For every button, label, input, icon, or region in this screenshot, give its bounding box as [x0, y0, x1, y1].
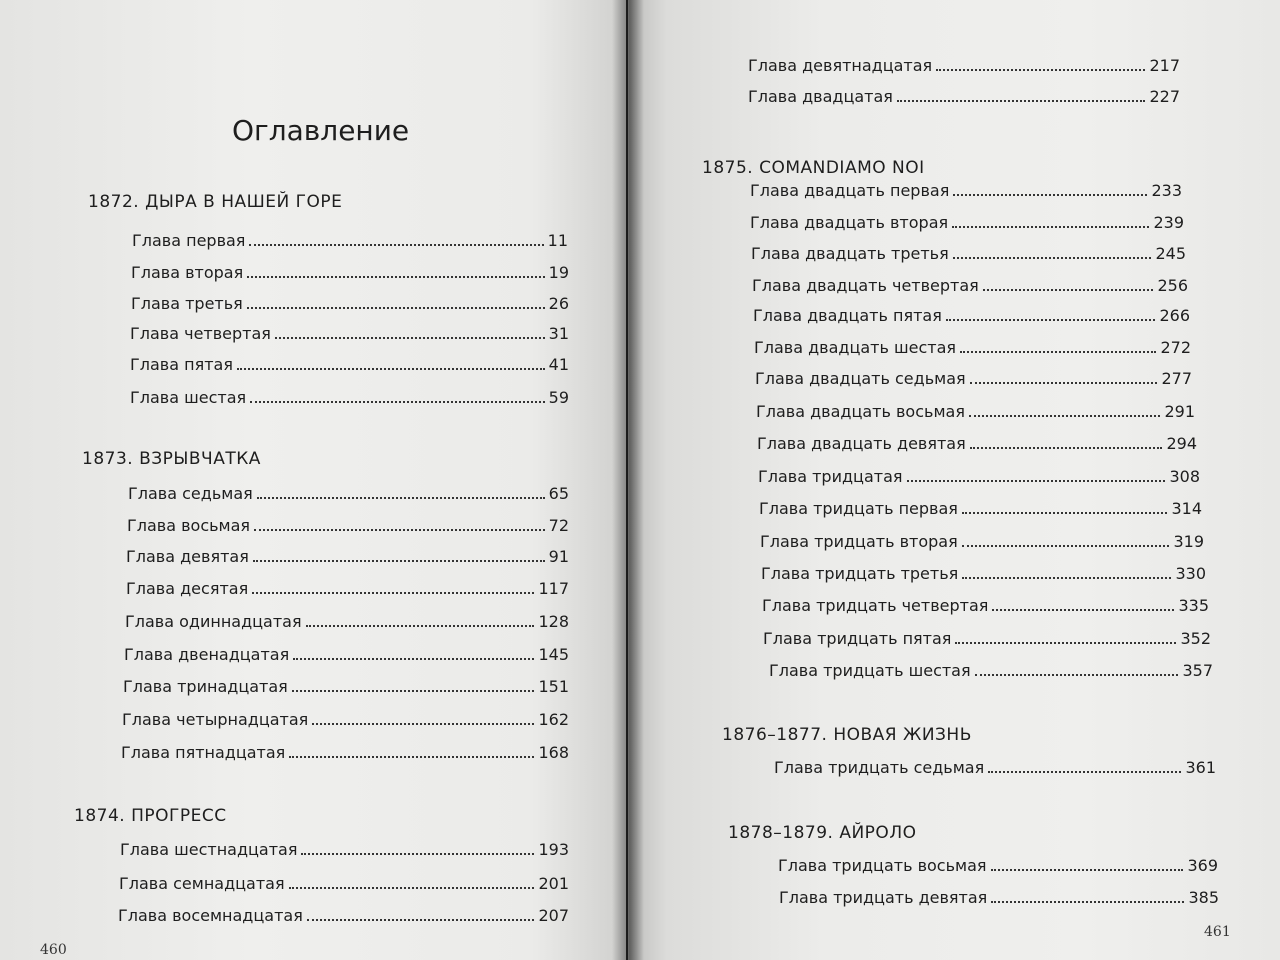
- leader-dots: [975, 674, 1179, 676]
- toc-entry: [130, 355, 569, 374]
- leader-dots: [289, 887, 535, 889]
- toc-entry: [759, 499, 1202, 518]
- toc-entry: [126, 547, 569, 566]
- entry-label: Глава двадцать первая: [750, 181, 950, 200]
- entry-label: Глава вторая: [131, 263, 244, 282]
- leader-dots: [897, 100, 1146, 102]
- entry-page: 19: [548, 263, 569, 282]
- entry-label: Глава двадцать седьмая: [755, 369, 966, 388]
- entry-page: 352: [1180, 629, 1211, 648]
- entry-label: Глава девятнадцатая: [748, 56, 933, 75]
- entry-label: Глава одиннадцатая: [125, 612, 302, 631]
- leader-dots: [988, 771, 1181, 773]
- entry-label: Глава четвертая: [130, 324, 271, 343]
- entry-page: 65: [548, 484, 569, 503]
- leader-dots: [250, 401, 545, 403]
- section-title: 1875. COMANDIAMO NOI: [702, 158, 925, 178]
- toc-entry: [755, 369, 1192, 388]
- entry-page: 277: [1161, 369, 1192, 388]
- entry-page: 385: [1188, 888, 1219, 907]
- leader-dots: [249, 244, 543, 246]
- entry-label: Глава шестая: [130, 388, 247, 407]
- leader-dots: [247, 307, 545, 309]
- page-number: 460: [40, 942, 67, 958]
- toc-entry: [130, 388, 569, 407]
- entry-label: Глава двадцать девятая: [757, 434, 966, 453]
- entry-page: 128: [538, 612, 569, 631]
- toc-entry: [119, 874, 569, 893]
- entry-label: Глава двадцать четвертая: [752, 276, 979, 295]
- leader-dots: [292, 690, 535, 692]
- entry-page: 91: [548, 547, 569, 566]
- entry-label: Глава третья: [131, 294, 243, 313]
- entry-page: 217: [1149, 56, 1180, 75]
- leader-dots: [252, 592, 534, 594]
- toc-entry: [763, 629, 1211, 648]
- leader-dots: [289, 756, 534, 758]
- section-title: 1876–1877. НОВАЯ ЖИЗНЬ: [722, 725, 972, 745]
- leader-dots: [960, 351, 1156, 353]
- toc-entry: [750, 213, 1184, 232]
- toc-entry: [125, 612, 569, 631]
- entry-page: 294: [1166, 434, 1197, 453]
- entry-label: Глава пятая: [130, 355, 233, 374]
- section-title: 1872. ДЫРА В НАШЕЙ ГОРЕ: [88, 192, 343, 212]
- entry-label: Глава тридцать шестая: [769, 661, 971, 680]
- leader-dots: [992, 609, 1174, 611]
- entry-label: Глава тридцать третья: [761, 564, 959, 583]
- entry-page: 330: [1175, 564, 1206, 583]
- toc-entry: [123, 677, 569, 696]
- toc-entry: [779, 888, 1219, 907]
- entry-page: 239: [1153, 213, 1184, 232]
- leader-dots: [962, 577, 1171, 579]
- section-title: 1878–1879. АЙРОЛО: [728, 823, 917, 843]
- toc-entry: [761, 564, 1206, 583]
- toc-entry: [124, 645, 569, 664]
- entry-label: Глава шестнадцатая: [120, 840, 298, 859]
- entry-page: 256: [1157, 276, 1188, 295]
- entry-page: 11: [547, 231, 568, 250]
- entry-page: 26: [548, 294, 569, 313]
- leader-dots: [301, 853, 534, 855]
- entry-label: Глава тридцать вторая: [760, 532, 958, 551]
- entry-page: 291: [1164, 402, 1195, 421]
- toc-entry: [748, 87, 1180, 106]
- toc-entry: [131, 294, 569, 313]
- entry-label: Глава первая: [132, 231, 246, 250]
- entry-label: Глава девятая: [126, 547, 249, 566]
- entry-page: 266: [1159, 306, 1190, 325]
- entry-label: Глава седьмая: [128, 484, 253, 503]
- entry-label: Глава двадцать третья: [751, 244, 949, 263]
- toc-entry: [752, 276, 1188, 295]
- entry-page: 162: [538, 710, 569, 729]
- toc-entry: [778, 856, 1218, 875]
- leader-dots: [952, 226, 1149, 228]
- entry-page: 72: [548, 516, 569, 535]
- toc-entry: [132, 231, 568, 250]
- toc-entry: [758, 467, 1200, 486]
- entry-label: Глава тридцать первая: [759, 499, 958, 518]
- leader-dots: [237, 368, 545, 370]
- toc-entry: [127, 516, 569, 535]
- entry-label: Глава тридцать пятая: [763, 629, 952, 648]
- entry-label: Глава тридцать седьмая: [774, 758, 985, 777]
- leader-dots: [257, 497, 545, 499]
- leader-dots: [991, 901, 1184, 903]
- leader-dots: [293, 658, 534, 660]
- leader-dots: [953, 257, 1152, 259]
- entry-label: Глава семнадцатая: [119, 874, 285, 893]
- toc-entry: [118, 906, 569, 925]
- entry-page: 31: [548, 324, 569, 343]
- toc-entry: [762, 596, 1209, 615]
- leader-dots: [306, 625, 535, 627]
- entry-label: Глава двадцать восьмая: [756, 402, 965, 421]
- toc-title: Оглавление: [232, 114, 410, 147]
- section-title: 1873. ВЗРЫВЧАТКА: [82, 449, 261, 469]
- entry-page: 369: [1187, 856, 1218, 875]
- entry-label: Глава тридцать восьмая: [778, 856, 987, 875]
- entry-label: Глава восьмая: [127, 516, 251, 535]
- entry-label: Глава десятая: [126, 579, 249, 598]
- leader-dots: [247, 276, 544, 278]
- leader-dots: [953, 194, 1147, 196]
- leader-dots: [946, 319, 1156, 321]
- entry-page: 319: [1173, 532, 1204, 551]
- toc-entry: [128, 484, 569, 503]
- entry-label: Глава двадцать вторая: [750, 213, 949, 232]
- leader-dots: [983, 289, 1154, 291]
- entry-page: 201: [538, 874, 569, 893]
- entry-page: 361: [1185, 758, 1216, 777]
- entry-page: 272: [1160, 338, 1191, 357]
- leader-dots: [970, 382, 1158, 384]
- entry-label: Глава двадцатая: [748, 87, 893, 106]
- entry-page: 227: [1149, 87, 1180, 106]
- entry-page: 335: [1178, 596, 1209, 615]
- entry-page: 207: [538, 906, 569, 925]
- toc-entry: [754, 338, 1191, 357]
- section-title: 1874. ПРОГРЕСС: [74, 806, 227, 826]
- leader-dots: [936, 69, 1145, 71]
- toc-entry: [121, 743, 569, 762]
- leader-dots: [307, 919, 535, 921]
- entry-label: Глава пятнадцатая: [121, 743, 286, 762]
- leader-dots: [991, 869, 1184, 871]
- toc-entry: [756, 402, 1195, 421]
- entry-label: Глава тридцатая: [758, 467, 903, 486]
- entry-page: 145: [538, 645, 569, 664]
- entry-page: 168: [538, 743, 569, 762]
- entry-page: 357: [1182, 661, 1213, 680]
- entry-label: Глава тридцать девятая: [779, 888, 988, 907]
- toc-entry: [122, 710, 569, 729]
- leader-dots: [312, 723, 534, 725]
- leader-dots: [907, 480, 1166, 482]
- toc-entry: [120, 840, 569, 859]
- entry-page: 117: [538, 579, 569, 598]
- leader-dots: [962, 512, 1168, 514]
- entry-label: Глава тридцать четвертая: [762, 596, 989, 615]
- entry-page: 308: [1169, 467, 1200, 486]
- entry-page: 233: [1151, 181, 1182, 200]
- toc-entry: [774, 758, 1216, 777]
- toc-entry: [130, 324, 569, 343]
- toc-entry: [750, 181, 1182, 200]
- entry-page: 41: [548, 355, 569, 374]
- entry-page: 314: [1171, 499, 1202, 518]
- toc-entry: [748, 56, 1180, 75]
- entry-label: Глава двенадцатая: [124, 645, 290, 664]
- toc-entry: [757, 434, 1197, 453]
- entry-label: Глава двадцать шестая: [754, 338, 957, 357]
- entry-page: 151: [538, 677, 569, 696]
- entry-label: Глава четырнадцатая: [122, 710, 309, 729]
- leader-dots: [275, 337, 545, 339]
- leader-dots: [970, 447, 1163, 449]
- entry-page: 245: [1155, 244, 1186, 263]
- right-page: [628, 0, 1280, 960]
- entry-page: 193: [538, 840, 569, 859]
- leader-dots: [962, 545, 1170, 547]
- toc-entry: [769, 661, 1213, 680]
- book-gutter: [612, 0, 644, 960]
- toc-entry: [753, 306, 1190, 325]
- toc-entry: [751, 244, 1186, 263]
- entry-label: Глава восемнадцатая: [118, 906, 303, 925]
- toc-entry: [126, 579, 569, 598]
- leader-dots: [969, 415, 1161, 417]
- left-page: [0, 0, 626, 960]
- leader-dots: [254, 529, 545, 531]
- toc-entry: [131, 263, 569, 282]
- entry-label: Глава двадцать пятая: [753, 306, 942, 325]
- entry-page: 59: [548, 388, 569, 407]
- leader-dots: [955, 642, 1176, 644]
- page-number: 461: [1204, 924, 1231, 940]
- leader-dots: [253, 560, 545, 562]
- toc-entry: [760, 532, 1204, 551]
- entry-label: Глава тринадцатая: [123, 677, 288, 696]
